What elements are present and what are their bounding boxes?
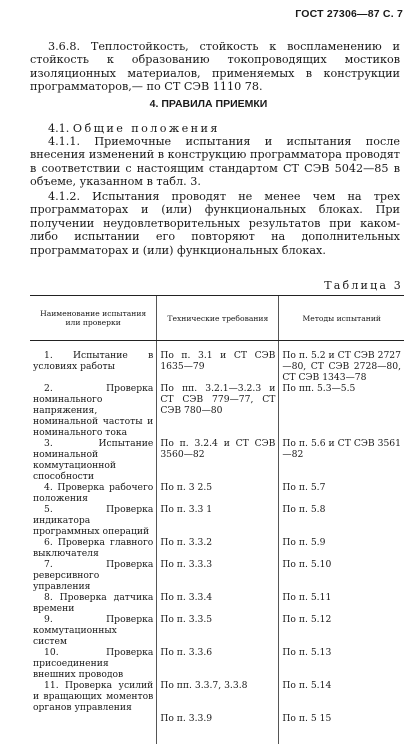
- requirements-cell: По п. 3.3.6: [157, 647, 279, 680]
- table-row: [30, 438, 404, 482]
- test-name-cell: 7. Проверка реверсивного управления: [33, 559, 154, 592]
- test-name-cell: 1. Испытание в условиях работы: [33, 350, 154, 372]
- methods-cell: По п. 5.6 и СТ СЭВ 3561—82: [279, 438, 404, 482]
- requirements-cell: По п. 3.3.2: [157, 537, 279, 559]
- methods-cell: По п. 5.8: [279, 504, 404, 537]
- test-name-cell: 4. Проверка рабочего положения: [33, 482, 154, 504]
- table-row: [30, 482, 404, 504]
- header-test-name: Наименование испытания или проверки: [30, 296, 157, 341]
- table-row: [30, 614, 404, 647]
- table-row: [30, 383, 404, 438]
- methods-cell: По п. 5.13: [279, 647, 404, 680]
- subsection-number: 4.1.: [48, 122, 70, 135]
- requirements-cell: По п. 3.2.4 и СТ СЭВ 3560—82: [157, 438, 279, 482]
- section-title: 4. ПРАВИЛА ПРИЕМКИ: [149, 98, 268, 110]
- table-row: [30, 680, 404, 713]
- paragraph-4-1-2: 4.1.2. Испытания проводят не менее чем на трех программаторах и (или) функциональных блоках. При получении неудовлетворительных результатов при каком-либо испытании его повторяют на дополнительных программаторах и (или) функциональных блоках.: [30, 190, 400, 257]
- acceptance-tests-table: [30, 295, 404, 744]
- requirements-cell: По пп. 3.2.1—3.2.3 и СТ СЭВ 779—77, СТ СЭВ 780—80: [157, 383, 279, 438]
- subsection-title: Общие положения: [72, 122, 220, 135]
- methods-cell: По пп. 5.3—5.5: [279, 383, 404, 438]
- header-methods: Методы испытаний: [279, 296, 404, 341]
- methods-cell: По п. 5 15: [279, 713, 404, 744]
- methods-cell: По п. 5.7: [279, 482, 404, 504]
- test-name-cell: 11. Проверка усилий и вращающих моментов органов управления: [33, 680, 154, 713]
- table-header-row: [30, 296, 404, 341]
- table-row: [30, 537, 404, 559]
- methods-cell: По п. 5.11: [279, 592, 404, 614]
- requirements-cell: По п. 3.3 1: [157, 504, 279, 537]
- methods-cell: По п. 5.14: [279, 680, 404, 713]
- test-name-cell: 2. Проверка номинального напряжения, номинальной частоты и номинального тока: [33, 383, 154, 438]
- requirements-cell: По п. 3.3.3: [157, 559, 279, 592]
- test-name-cell: 10. Проверка присоединения внешних проводов: [33, 647, 154, 680]
- table-row: [30, 713, 404, 744]
- methods-cell: По п. 5.12: [279, 614, 404, 647]
- table-row: [30, 504, 404, 537]
- table-row: [30, 647, 404, 680]
- table-caption: Таблица 3: [324, 279, 403, 292]
- requirements-cell: По п. 3 2.5: [157, 482, 279, 504]
- test-name-cell: [30, 713, 157, 744]
- test-name-cell: 9. Проверка коммутационных систем: [33, 614, 154, 647]
- requirements-cell: По п. 3.1 и СТ СЭВ 1635—79: [157, 341, 279, 384]
- table-row: [30, 592, 404, 614]
- header-requirements: Технические требования: [157, 296, 279, 341]
- test-name-cell: 5. Проверка индикатора программных операций: [33, 504, 154, 537]
- table-row: [30, 341, 404, 384]
- methods-cell: По п. 5.2 и СТ СЭВ 2727—80, СТ СЭВ 2728—80, СТ СЭВ 1343—78: [279, 341, 404, 384]
- test-name-cell: 3. Испытание номинальной коммутационной способности: [33, 438, 154, 482]
- page-header: ГОСТ 27306—87 С. 7: [295, 8, 403, 20]
- requirements-cell: По пп. 3.3.7, 3.3.8: [157, 680, 279, 713]
- table-row: [30, 559, 404, 592]
- requirements-cell: По п. 3.3.4: [157, 592, 279, 614]
- subsection-heading: [30, 122, 400, 135]
- test-name-cell: 6. Проверка главного выключателя: [33, 537, 154, 559]
- requirements-cell: По п. 3.3.5: [157, 614, 279, 647]
- paragraph-4-1-1: 4.1.1. Приемочные испытания и испытания после внесения изменений в конструкцию программатора проводят в соответствии с настоящим стандартом СТ СЭВ 5042—85 в объеме, указанном в табл. 3.: [30, 135, 400, 189]
- requirements-cell: По п. 3.3.9: [157, 713, 279, 744]
- test-name-cell: 8. Проверка датчика времени: [33, 592, 154, 614]
- methods-cell: По п. 5.9: [279, 537, 404, 559]
- paragraph-3-6-8: 3.6.8. Теплостойкость, стойкость к воспламенению и стойкость к образованию токопроводящих мостиков изоляционных материалов, применяемых в конструкции программаторов,— по СТ СЭВ 1110 78.: [30, 40, 400, 94]
- methods-cell: По п. 5.10: [279, 559, 404, 592]
